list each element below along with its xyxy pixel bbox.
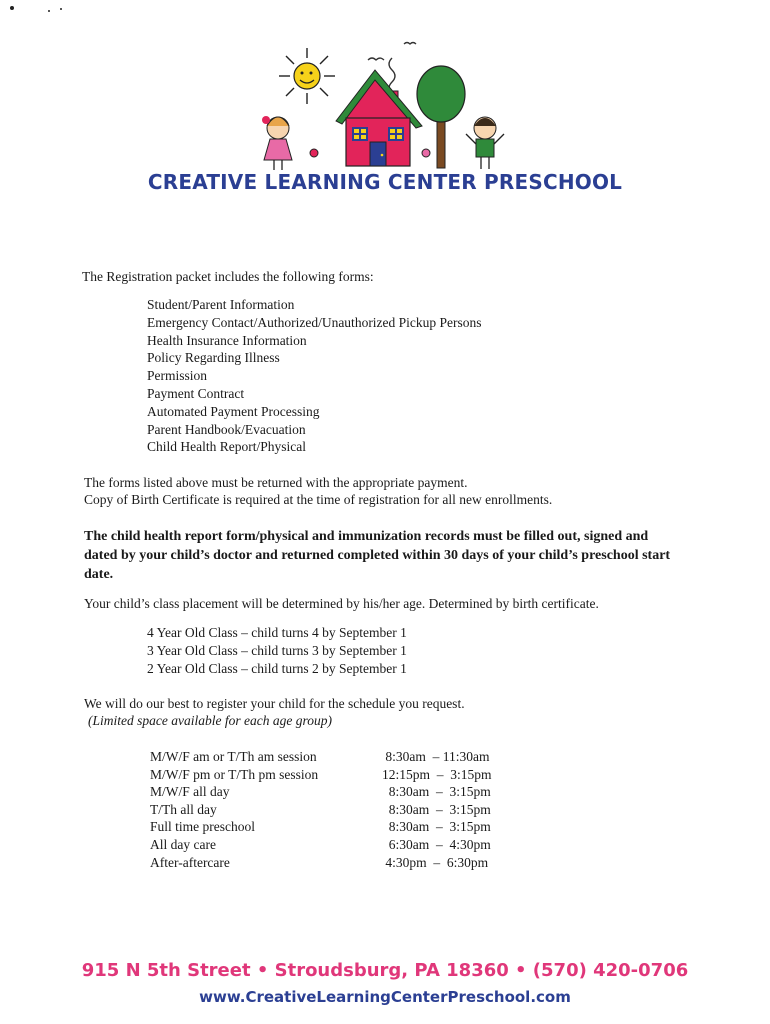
session-name: M/W/F all day [150,784,230,800]
footer-address: 915 N 5th Street • Stroudsburg, PA 18360 • (570) 420-0706 [81,960,689,981]
return-notes [84,474,552,508]
list-item: 3 Year Old Class – child turns 3 by September 1 [147,643,407,658]
scan-speck [60,8,62,10]
birth-certificate-note: Copy of Birth Certificate is required at the time of registration for all new enrollments. [84,492,553,507]
session-time: 8:30am – 3:15pm [382,819,491,835]
scan-speck [10,6,14,10]
table-row [150,748,492,766]
preschool-logo [250,36,520,176]
placement-text: Your child’s class placement will be determined by his/her age. Determined by birth certificate. [84,596,599,611]
health-report-note: The child health report form/physical and immunization records must be filled out, signed and dated by your child’s doctor and returned completed within 30 days of your child’s preschool start date. [84,529,671,582]
table-row [150,818,492,836]
org-name: CREATIVE LEARNING CENTER PRESCHOOL [147,170,623,194]
footer-website[interactable]: www.CreativeLearningCenterPreschool.com [199,988,571,1006]
session-time: 8:30am – 3:15pm [382,784,491,800]
session-name: M/W/F pm or T/Th pm session [150,766,319,782]
list-item: Policy Regarding Illness [147,350,280,366]
list-item: Health Insurance Information [147,332,307,348]
table-row [150,854,492,872]
session-time: 12:15pm – 3:15pm [382,766,492,782]
list-item: Permission [147,368,208,384]
flower-icon [422,149,430,157]
scan-speck [48,10,50,12]
session-time: 4:30pm – 6:30pm [382,854,489,870]
session-time: 8:30am – 11:30am [382,749,490,764]
flower-icon [310,149,318,157]
session-name: M/W/F am or T/Th am session [150,749,317,764]
intro-text: The Registration packet includes the following forms: [82,269,374,284]
session-name: Full time preschool [150,819,255,835]
list-item: 2 Year Old Class – child turns 2 by September 1 [147,661,407,676]
schedule-table [150,748,492,871]
register-text [84,695,465,729]
class-list [147,624,407,678]
session-name: All day care [150,836,216,852]
girl-icon [262,116,292,170]
bird-icon [368,58,384,60]
list-item: Automated Payment Processing [147,403,320,419]
session-name: T/Th all day [150,801,217,817]
table-row [150,836,492,854]
session-time: 8:30am – 3:15pm [382,801,491,817]
list-item: Student/Parent Information [147,297,295,312]
limited-space-note: (Limited space available for each age group) [88,713,332,728]
list-item: Payment Contract [147,385,245,401]
list-item: Child Health Report/Physical [147,439,306,455]
list-item: Emergency Contact/Authorized/Unauthorized Pickup Persons [147,314,482,330]
session-time: 6:30am – 4:30pm [382,836,491,852]
table-row [150,766,492,784]
sun-icon [279,48,335,104]
list-item: 4 Year Old Class – child turns 4 by September 1 [147,625,407,640]
session-name: After-aftercare [150,854,230,870]
list-item: Parent Handbook/Evacuation [147,421,306,437]
table-row [150,783,492,801]
bird-icon [404,43,416,45]
house-icon [336,70,422,166]
return-note: The forms listed above must be returned with the appropriate payment. [84,475,468,490]
register-line: We will do our best to register your child for the schedule you request. [84,696,465,711]
boy-icon [466,117,504,169]
table-row [150,801,492,819]
forms-list [147,296,482,456]
